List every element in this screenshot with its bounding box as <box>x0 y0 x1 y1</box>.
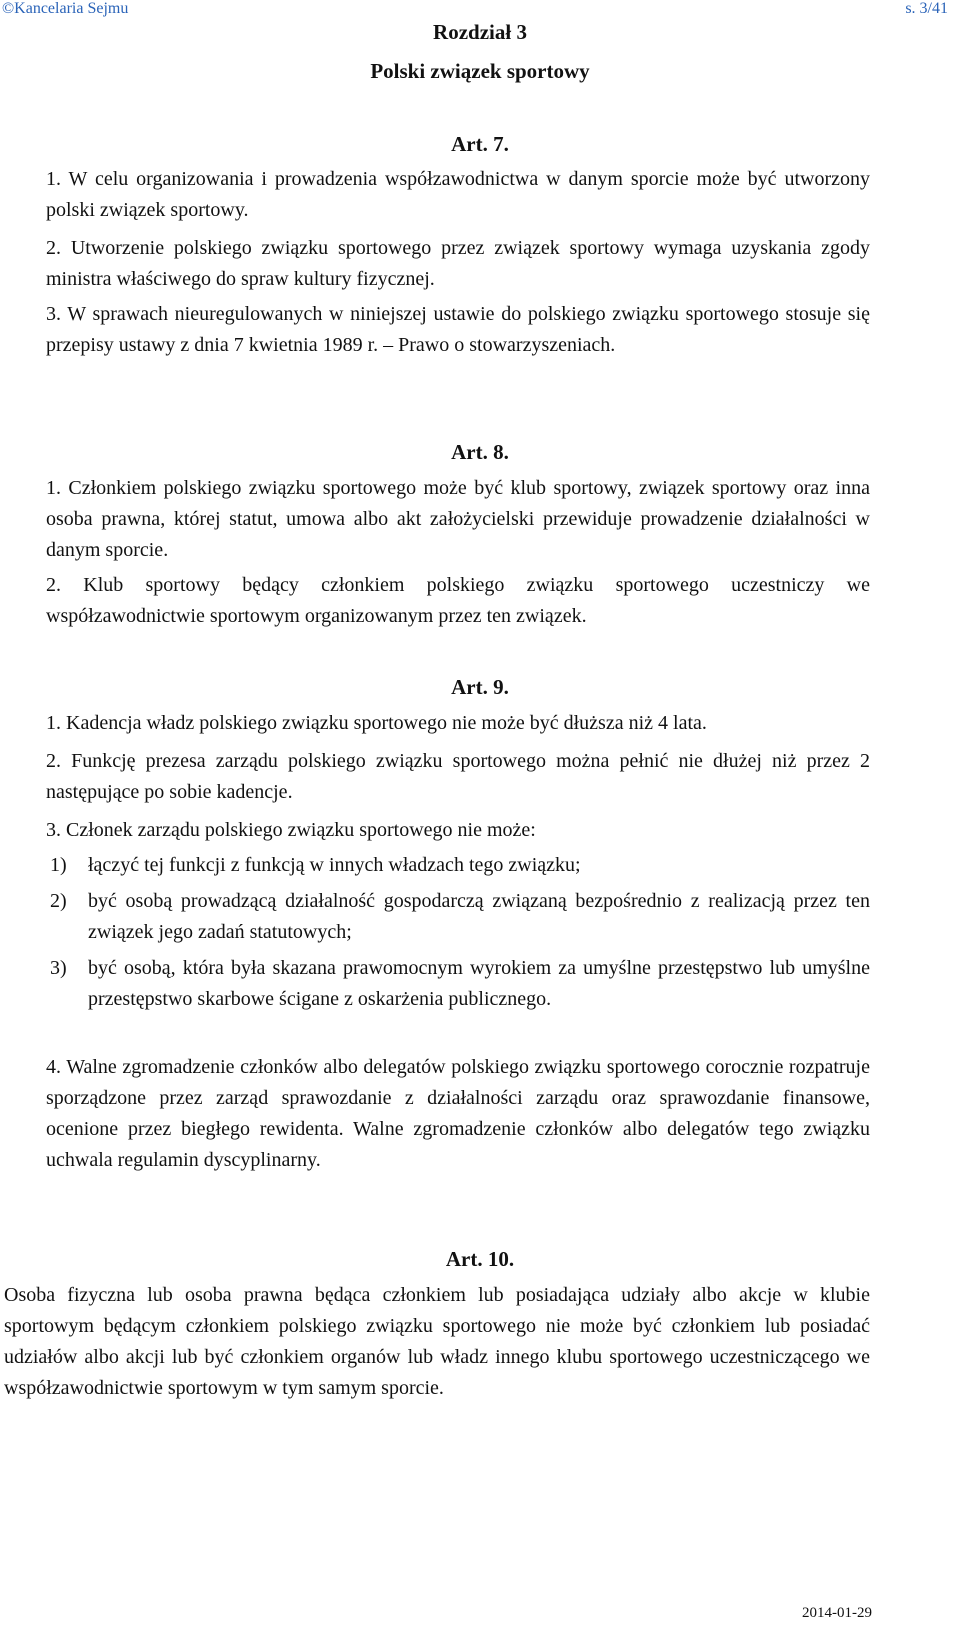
chapter-title: Polski związek sportowy <box>370 59 590 83</box>
document-date: 2014-01-29 <box>802 1605 872 1621</box>
art8-title: Art. 8. <box>451 440 509 464</box>
art9-title: Art. 9. <box>451 675 509 699</box>
page-number: s. 3/41 <box>905 0 948 17</box>
art7-title: Art. 7. <box>451 132 509 156</box>
chapter-label: Rozdział 3 <box>433 20 527 44</box>
art9-list-item-3 <box>50 953 870 1015</box>
copyright-header: ©Kancelaria Sejmu <box>2 0 129 17</box>
art9-paragraph-2: 2. Funkcję prezesa zarządu polskiego związku sportowego można pełnić nie dłużej niż przez 2 następujące po sobie kadencje. <box>46 750 870 803</box>
list-item-number: 1) <box>50 854 67 876</box>
art9-list-item-2 <box>50 886 870 948</box>
art9-paragraph-3: 3. Członek zarządu polskiego związku sportowego nie może: <box>46 819 536 841</box>
art9-list-item-1 <box>50 850 870 881</box>
art9-paragraph-1: 1. Kadencja władz polskiego związku sportowego nie może być dłuższa niż 4 lata. <box>46 712 707 734</box>
list-item-number: 3) <box>50 957 67 979</box>
list-item-text: łączyć tej funkcji z funkcją w innych władzach tego związku; <box>88 854 581 876</box>
art8-paragraph-2: 2. Klub sportowy będący członkiem polskiego związku sportowego uczestniczy we współzawodnictwie sportowym organizowanym przez ten związek. <box>46 574 870 627</box>
art9-paragraph-4: 4. Walne zgromadzenie członków albo delegatów polskiego związku sportowego corocznie rozpatruje sporządzone przez zarząd sprawozdanie z działalności zarządu oraz sprawozdanie finansowe, ocenione przez biegłego rewidenta. Walne zgromadzenie członków albo delegatów tego związku uchwala regulamin dyscyplinarny. <box>46 1056 870 1171</box>
art7-paragraph-1: 1. W celu organizowania i prowadzenia współzawodnictwa w danym sporcie może być utworzony polski związek sportowy. <box>46 168 870 221</box>
art8-paragraph-1: 1. Członkiem polskiego związku sportowego może być klub sportowy, związek sportowy oraz inna osoba prawna, której statut, umowa albo akt założycielski przewiduje prowadzenie działalności w danym sporcie. <box>46 477 870 561</box>
art7-paragraph-2: 2. Utworzenie polskiego związku sportowego przez związek sportowy wymaga uzyskania zgody ministra właściwego do spraw kultury fizycznej. <box>46 237 870 290</box>
list-item-text: być osobą prowadzącą działalność gospodarczą związaną bezpośrednio z realizacją przez ten związek jego zadań statutowych; <box>88 890 870 943</box>
list-item-number: 2) <box>50 890 67 912</box>
art10-title: Art. 10. <box>445 1247 515 1271</box>
art10-paragraph: Osoba fizyczna lub osoba prawna będąca członkiem lub posiadająca udziały albo akcje w klubie sportowym będącym członkiem polskiego związku sportowego nie może być członkiem lub posiadać udziałów albo akcji lub być członkiem organów lub władz innego klubu sportowego uczestniczącego we współzawodnictwie sportowym w tym samym sporcie. <box>4 1284 870 1399</box>
art7-paragraph-3: 3. W sprawach nieuregulowanych w niniejszej ustawie do polskiego związku sportowego stosuje się przepisy ustawy z dnia 7 kwietnia 1989 r. – Prawo o stowarzyszeniach. <box>46 303 870 356</box>
list-item-text: być osobą, która była skazana prawomocnym wyrokiem za umyślne przestępstwo lub umyślne przestępstwo skarbowe ścigane z oskarżenia publicznego. <box>88 957 870 1010</box>
